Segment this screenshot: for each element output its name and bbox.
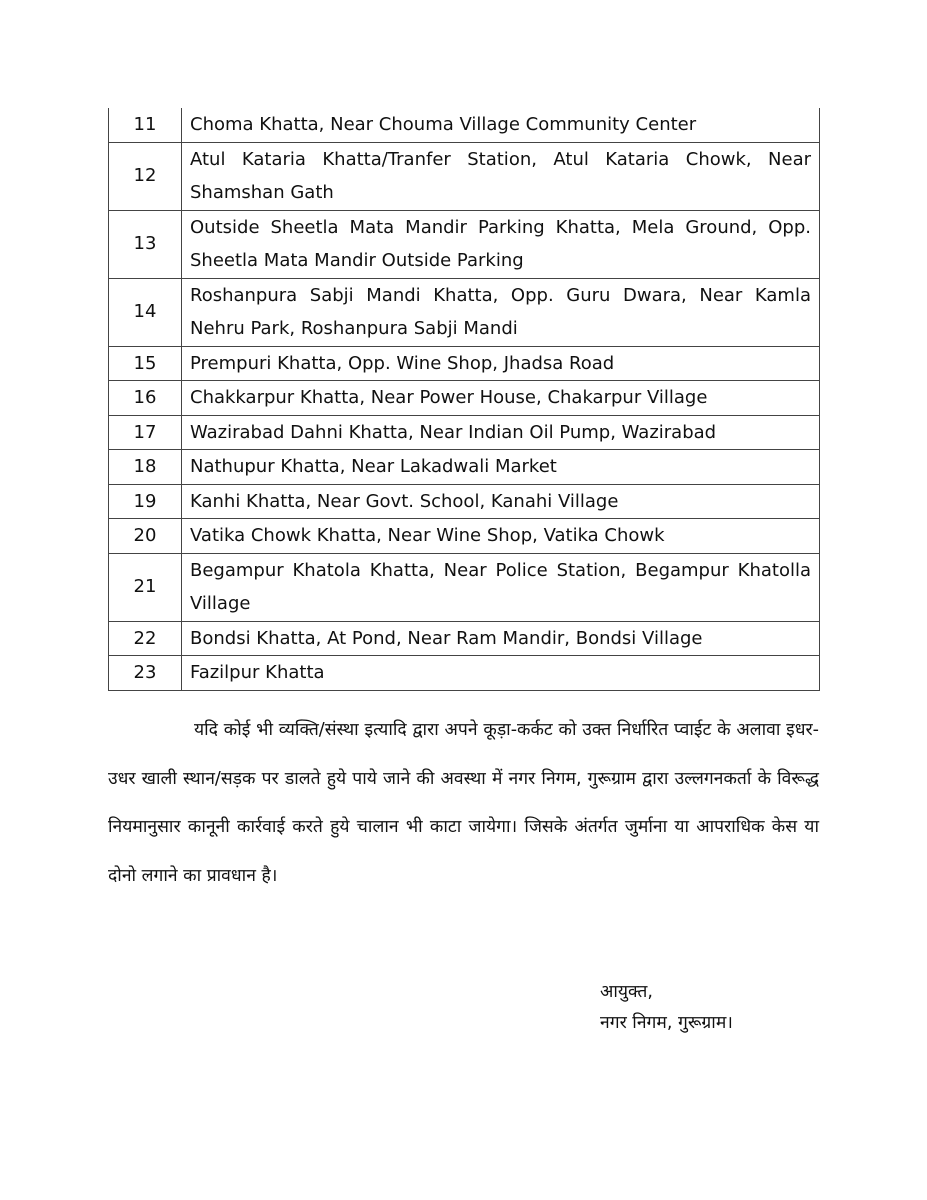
- site-location: Outside Sheetla Mata Mandir Parking Khatta, Mela Ground, Opp. Sheetla Mata Mandir Outside Parking: [182, 210, 820, 278]
- site-location: Atul Kataria Khatta/Tranfer Station, Atul Kataria Chowk, Near Shamshan Gath: [182, 142, 820, 210]
- site-location: Kanhi Khatta, Near Govt. School, Kanahi Village: [182, 484, 820, 519]
- site-location: Prempuri Khatta, Opp. Wine Shop, Jhadsa Road: [182, 346, 820, 381]
- notice-paragraph: यदि कोई भी व्यक्ति/संस्था इत्यादि द्वारा अपने कूड़ा-कर्कट को उक्त निर्धारित प्वाईट के अलावा इधर-उधर खाली स्थान/सड़क पर डालते हुये पाये जाने की अवस्था में नगर निगम, गुरूग्राम द्वारा उल्लगनकर्ता के विरूद्ध नियमानुसार कानूनी कार्रवाई करते हुये चालान भी काटा जायेगा। जिसके अंतर्गत जुर्माना या आपराधिक केस या दोनो लगाने का प्रावधान है।: [108, 720, 819, 886]
- table-row: [109, 519, 820, 554]
- signatory-office: नगर निगम, गुरूग्राम।: [600, 1013, 733, 1033]
- serial-number: 18: [109, 450, 182, 485]
- site-location: Choma Khatta, Near Chouma Village Community Center: [182, 108, 820, 142]
- serial-number: 21: [109, 553, 182, 621]
- serial-number: 15: [109, 346, 182, 381]
- table-row: [109, 142, 820, 210]
- serial-number: 11: [109, 108, 182, 142]
- signatory-title: आयुक्त,: [600, 982, 653, 1002]
- site-location: Chakkarpur Khatta, Near Power House, Chakarpur Village: [182, 381, 820, 416]
- serial-number: 16: [109, 381, 182, 416]
- serial-number: 13: [109, 210, 182, 278]
- site-location: Begampur Khatola Khatta, Near Police Station, Begampur Khatolla Village: [182, 553, 820, 621]
- serial-number: 23: [109, 656, 182, 691]
- table-body: [109, 108, 820, 690]
- site-location: Bondsi Khatta, At Pond, Near Ram Mandir, Bondsi Village: [182, 621, 820, 656]
- dumping-sites-table: [108, 108, 820, 691]
- site-location: Fazilpur Khatta: [182, 656, 820, 691]
- table-row: [109, 553, 820, 621]
- site-location: Vatika Chowk Khatta, Near Wine Shop, Vatika Chowk: [182, 519, 820, 554]
- serial-number: 22: [109, 621, 182, 656]
- serial-number: 20: [109, 519, 182, 554]
- serial-number: 17: [109, 415, 182, 450]
- site-location: Nathupur Khatta, Near Lakadwali Market: [182, 450, 820, 485]
- table-row: [109, 381, 820, 416]
- table-row: [109, 415, 820, 450]
- serial-number: 12: [109, 142, 182, 210]
- table-row: [109, 108, 820, 142]
- table-row: [109, 278, 820, 346]
- table-row: [109, 450, 820, 485]
- site-location: Wazirabad Dahni Khatta, Near Indian Oil Pump, Wazirabad: [182, 415, 820, 450]
- site-location: Roshanpura Sabji Mandi Khatta, Opp. Guru Dwara, Near Kamla Nehru Park, Roshanpura Sabji Mandi: [182, 278, 820, 346]
- table-row: [109, 210, 820, 278]
- serial-number: 19: [109, 484, 182, 519]
- table-row: [109, 621, 820, 656]
- signature-block: [600, 977, 733, 1039]
- table-row: [109, 484, 820, 519]
- table-row: [109, 346, 820, 381]
- table-row: [109, 656, 820, 691]
- serial-number: 14: [109, 278, 182, 346]
